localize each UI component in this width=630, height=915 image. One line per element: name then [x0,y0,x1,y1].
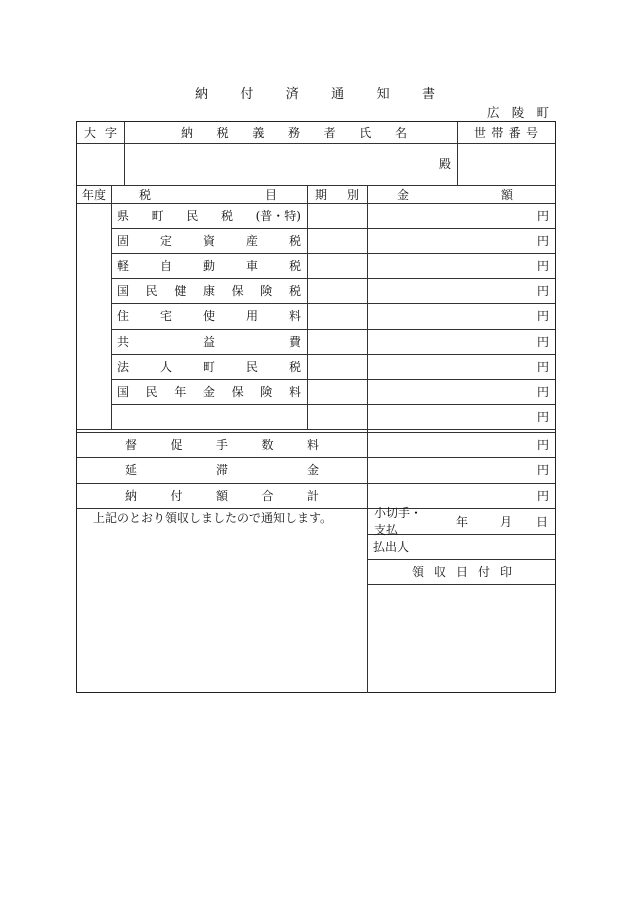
yen-unit: 円 [536,359,549,374]
tax-item-char: 県 [117,209,130,224]
tax-item-chars [117,358,301,375]
tax-item-char: 益 [202,334,215,349]
notice-text: 上記のとおり領収しましたので通知します。 [93,510,333,525]
tax-item-char: 民 [186,209,199,224]
tax-item-char: 税 [288,259,301,274]
tax-item-char: 町 [202,359,215,374]
tax-item-char: 車 [245,259,258,274]
tax-item-char: 康 [202,284,215,299]
tax-item-char: 税 [288,234,301,249]
tax-item-label [111,303,307,328]
tax-item-label [111,278,307,303]
summary-item-chars [125,487,319,504]
title-char: 知 [376,87,390,102]
summary-item-chars [125,436,319,453]
year-column-header: 年度 [81,187,106,202]
tax-item-chars [117,232,301,249]
tax-item-char: 使 [202,309,215,324]
check-payment-label: 小切手・支払 [374,506,423,537]
tax-item-char: 税 [220,209,233,224]
tax-item-char: 資 [202,234,215,249]
summary-item-char: 金 [306,463,319,478]
amount-field[interactable] [367,379,555,404]
tax-item-char: 用 [245,309,258,324]
item-header-char: 税 [139,187,152,202]
amount-field[interactable] [367,404,555,429]
period-header-char: 期 [315,187,328,202]
tax-item-label [111,404,307,429]
issuer-char: 陵 [511,105,525,120]
amount-field[interactable] [367,329,555,354]
amount-header-char: 金 [397,187,410,202]
summary-item-char: 料 [306,438,319,453]
tax-item-label [111,354,307,379]
yen-unit: 円 [536,259,549,274]
issuer-char: 町 [536,105,549,120]
aza-label [77,122,124,143]
tax-item-char: 料 [288,384,301,399]
tax-item-char: 険 [260,384,273,399]
amount-field[interactable] [367,253,555,278]
year-label: 年 [455,514,468,529]
summary-item-char: 計 [306,488,319,503]
stamp-char: 日 [455,565,468,579]
summary-item-char: 付 [170,488,183,503]
fiscal-year-field[interactable] [77,203,111,429]
tax-item-char: 保 [231,284,244,299]
summary-amount-field[interactable] [367,483,555,508]
tax-item-char: 共 [117,334,130,349]
tax-item-chars [117,207,301,224]
tax-item-char: 産 [245,234,258,249]
title-char: 通 [331,87,345,102]
divider [77,429,555,430]
yen-unit: 円 [536,309,549,324]
tax-item-label [111,228,307,253]
tax-item-char: 民 [145,384,158,399]
item-header-char: 目 [264,187,277,202]
summary-item-char: 納 [125,488,138,503]
summary-item-char: 滞 [215,463,228,478]
yen-unit: 円 [536,409,549,424]
tax-item-char: 定 [159,234,172,249]
household-char: 帯 [491,126,504,140]
tax-item-char: 動 [202,259,215,274]
honorific-label: 殿 [439,156,452,171]
tax-item-chars [117,307,301,324]
yen-unit: 円 [536,234,549,249]
tax-item-char: 費 [288,334,301,349]
receipt-stamp-area[interactable] [367,584,555,693]
tax-item-chars [117,333,301,350]
title-char: 済 [285,87,299,102]
receipt-stamp-label [412,559,512,584]
payer-name-char: 務 [287,126,300,140]
tax-item-char: 険 [260,284,273,299]
tax-item-char: 軽 [117,259,130,274]
summary-item-char: 延 [125,463,138,478]
tax-item-char: 税 [288,284,301,299]
amount-field[interactable] [367,303,555,328]
tax-item-chars [117,257,301,274]
tax-item-char: 法 [117,359,130,374]
household-number-field[interactable] [457,143,555,185]
tax-item-char: 健 [174,284,187,299]
tax-item-char: 宅 [159,309,172,324]
tax-item-column-header [139,185,277,203]
yen-unit: 円 [536,384,549,399]
tax-item-label [111,329,307,354]
summary-amount-field[interactable] [367,432,555,457]
issuer-char: 広 [487,105,500,120]
amount-field[interactable] [367,354,555,379]
summary-item-char: 促 [170,438,183,453]
period-field[interactable] [307,203,367,228]
stamp-char: 付 [477,565,490,579]
summary-item-chars [125,461,319,478]
period-field[interactable] [307,354,367,379]
period-field[interactable] [307,329,367,354]
title-char: 付 [240,87,254,102]
yen-unit: 円 [536,438,549,453]
yen-unit: 円 [536,334,549,349]
tax-item-char: 民 [145,284,158,299]
tax-item-char: 町 [151,209,164,224]
tax-item-label [111,203,307,228]
payer-row[interactable] [367,534,555,559]
payer-name-char: 義 [252,126,265,140]
summary-item-label [77,483,367,508]
summary-item-char: 数 [261,438,274,453]
household-char: 号 [525,126,538,140]
period-field[interactable] [307,278,367,303]
tax-item-label [111,379,307,404]
payer-name-label [181,122,407,143]
month-label: 月 [499,514,512,529]
aza-field[interactable] [77,143,124,185]
amount-header-char: 額 [500,187,513,202]
tax-item-char: 金 [202,384,215,399]
amount-field[interactable] [367,228,555,253]
tax-item-char: 人 [159,359,172,374]
tax-item-char: 年 [174,384,187,399]
stamp-char: 領 [412,565,425,579]
title-char: 書 [421,87,435,102]
payer-name-char: 納 [181,126,194,140]
title-char: 納 [195,87,209,102]
tax-payment-notice-form [76,121,556,693]
period-column-header [315,185,359,203]
yen-unit: 円 [536,463,549,478]
tax-item-char: 国 [117,384,130,399]
household-number-label [457,122,555,143]
tax-item-char: 自 [159,259,172,274]
tax-item-char: 料 [288,309,301,324]
summary-item-label [77,432,367,457]
period-header-char: 別 [346,187,359,202]
period-field[interactable] [307,228,367,253]
summary-amount-field[interactable] [367,457,555,482]
amount-column-header [397,185,513,203]
aza-char: 字 [104,126,117,140]
tax-item-chars [117,383,301,400]
tax-item-char: 住 [117,309,130,324]
issuer-name [487,103,549,121]
tax-item-char: 保 [231,384,244,399]
aza-char: 大 [84,126,97,140]
check-payment-row [367,506,555,537]
yen-unit: 円 [536,209,549,224]
tax-item-label [111,253,307,278]
tax-item-char: 固 [117,234,130,249]
stamp-char: 印 [499,565,512,579]
yen-unit: 円 [536,284,549,299]
stamp-char: 収 [433,565,446,579]
household-char: 番 [508,126,521,140]
period-field[interactable] [307,404,367,429]
summary-item-char: 合 [261,488,274,503]
payer-name-char: 者 [323,126,336,140]
period-field[interactable] [307,379,367,404]
tax-item-char: 税 [288,359,301,374]
payer-name-field[interactable] [124,143,457,185]
summary-item-char: 督 [125,438,138,453]
tax-item-char: (普・特) [255,209,301,224]
payer-name-char: 氏 [359,126,372,140]
tax-item-char: 国 [117,284,130,299]
period-field[interactable] [307,303,367,328]
day-label: 日 [535,514,548,529]
notice-area [77,526,367,693]
payer-label: 払出人 [373,540,410,554]
tax-item-chars [117,282,301,299]
summary-item-char: 手 [215,438,228,453]
document-title [0,83,630,101]
period-field[interactable] [307,253,367,278]
amount-field[interactable] [367,203,555,228]
summary-item-label [77,457,367,482]
payer-name-char: 税 [216,126,229,140]
amount-field[interactable] [367,278,555,303]
tax-item-char: 民 [245,359,258,374]
payer-name-char: 名 [394,126,407,140]
yen-unit: 円 [536,488,549,503]
household-char: 世 [474,126,487,140]
summary-item-char: 額 [215,488,228,503]
